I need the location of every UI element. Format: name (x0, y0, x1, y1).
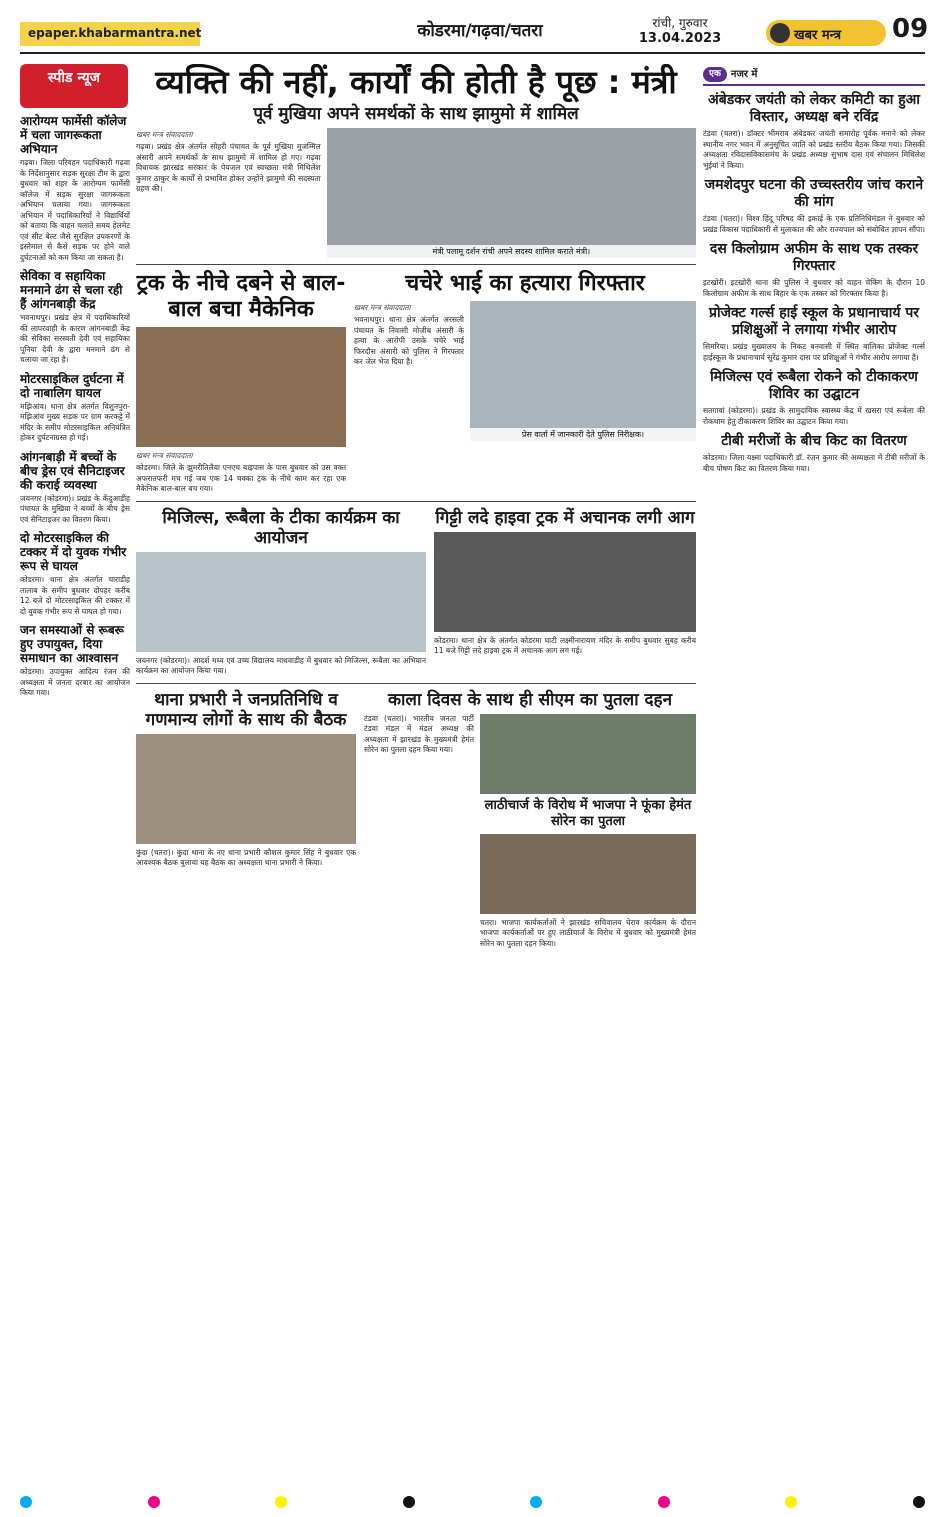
left-item (20, 450, 130, 526)
right-item (703, 241, 925, 299)
left-column (20, 64, 130, 1484)
speed-news-logo: स्पीड न्यूज (20, 64, 128, 108)
tag-title: नजर में (730, 68, 758, 80)
truck-photo (136, 327, 346, 447)
photo-caption: प्रेस वार्ता में जानकारी देते पुलिस निरीक्षक। (470, 428, 696, 441)
city-day: रांची, गुरुवार (652, 16, 708, 30)
right-item (703, 369, 925, 427)
brand-name: खबर मन्त्र (794, 28, 842, 43)
lathi-photo (480, 834, 696, 914)
fire-body: कोडरमा। थाना क्षेत्र के अंतर्गत कोडरमा घाटी लक्ष्मीनारायण मंदिर के समीप बुधवार सुबह करीब 11 बजे गिट्टी लदे हाइवा ट्रक में अचानक आग लग गई। (434, 635, 696, 655)
main-headline: व्यक्ति की नहीं, कार्यों की होती है पूछ : मंत्री (155, 64, 677, 101)
meeting-photo (136, 734, 356, 844)
byline: खबर मन्त्र संवाददाता (354, 303, 411, 312)
left-item-body: गढ़वा। जिला परिवहन पदाधिकारी गढ़वा के निर्देशानुसार सड़क सुरक्षा टीम के द्वारा बुधवार को शहर के आरोग्यम फार्मेसी कॉलेज में सड़क सुरक्षा जागरूकता अभियान चलाया गया। जागरूकता अभियान में पदाधिकारियों ने विद्यार्थियों को बताया कि वाहन चलाते समय हेलमेट एवं सीट बेल्ट जैसे सुरक्षित उपकरणों के इस्तेमाल से कैसे सड़क पर होने वाले दुर्घटनाओं को कम किया जा सकता है। (20, 158, 130, 262)
right-item-body: सिमरिया। प्रखंड मुख्यालय के निकट बनवासी में स्थित बालिका प्रोजेक्ट गर्ल्स हाईस्कूल के प्रधानाचार्य सुरेंद्र कुमार दास पर प्रशिक्षुओं ने गंभीर आरोप लगाया है। (703, 342, 925, 362)
meeting-headline: थाना प्रभारी ने जनप्रतिनिधि व गणमान्य लोगों के साथ की बैठक (145, 689, 347, 730)
left-item (20, 114, 130, 263)
measles-body: जयनगर (कोडरमा)। आदर्श मध्य एवं उच्च विद्यालय माथवाडीह में बुधवार को मिजिल्स, रूबैला का अभियान कार्यक्रम का आयोजन किया गया। (136, 655, 426, 675)
right-item (703, 433, 925, 474)
right-item-body: टंडवा (चतरा)। विश्व हिंदू परिषद की इकाई के एक प्रतिनिधिमंडल ने बुधवार को प्रखंड विकास पदाधिकारी से मुलाकात की और राज्यपाल को संबोधित ज्ञापन सौंपा। (703, 214, 925, 234)
print-registration-marks (20, 1494, 925, 1510)
main-subheadline: पूर्व मुखिया अपने समर्थकों के साथ झामुमो में शामिल (253, 104, 579, 124)
center-column (136, 64, 696, 1484)
right-item (703, 305, 925, 363)
murder-body: भवनाथपुर। थाना क्षेत्र अंतर्गत अरसली पंचायत के निवासी मोजीब अंसारी के हत्या के आरोपी उसके चचेरे भाई फिरदौस अंसारी को पुलिस ने गिरफ्तार कर जेल भेज दिया है। (354, 315, 464, 366)
murder-story (354, 271, 696, 495)
right-item-head: मिजिल्स एवं रूबैला रोकने को टीकाकरण शिविर का उद्घाटन (710, 369, 918, 402)
registration-dot (275, 1496, 287, 1508)
right-item-head: जमशेदपुर घटना की उच्चस्तरीय जांच कराने की मांग (704, 177, 924, 210)
divider (136, 264, 696, 265)
byline: खबर मन्त्र संवाददाता (136, 451, 193, 460)
right-item (703, 92, 925, 171)
lathi-body: चतरा। भाजपा कार्यकर्ताओं ने झारखंड सचिवालय घेराव कार्यक्रम के दौरान भाजपा कार्यकर्ताओं पर हुए लाठीचार्ज के विरोध में बुधवार को मुख्यमंत्री हेमंत सोरेन का पुतला दहन किया। (480, 917, 696, 948)
section-title: कोडरमा/गढ़वा/चतरा (417, 21, 543, 41)
effigy-story (364, 690, 696, 950)
right-item (703, 177, 925, 235)
tag-pill: एक (703, 67, 727, 82)
row-four (136, 690, 696, 950)
meeting-story (136, 690, 356, 950)
left-item-head: आरोग्यम फार्मेसी कॉलेज में चला जागरूकता अभियान (20, 114, 127, 156)
left-item (20, 531, 130, 617)
divider (136, 501, 696, 502)
left-item-body: कोडरमा। थाना क्षेत्र अंतर्गत चाराडीह तालाब के समीप बुधवार दोपहर करीब 12 बजे दो मोटरसाइकिल की टक्कर में दो युवक गंभीर रूप से घायल हो गया। (20, 575, 130, 616)
dateline (620, 14, 740, 46)
right-item-head: प्रोजेक्ट गर्ल्स हाई स्कूल के प्रधानाचार्य पर प्रशिक्षुओं ने लगाया गंभीर आरोप (708, 305, 920, 338)
registration-dot (20, 1496, 32, 1508)
left-item-head: आंगनबाड़ी में बच्चों के बीच ड्रेस एवं सैनिटाइजर की कराई व्यवस्था (20, 449, 125, 492)
measles-story (136, 508, 426, 677)
meeting-body: कुंदा (चतरा)। कुंदा थाना के नए थाना प्रभारी कौशल कुमार सिंह ने बुधवार एक आवश्यक बैठक बुलाया यह बैठक का अध्यक्षता थाना प्रभारी ने किया। (136, 847, 356, 867)
right-column (703, 64, 925, 1484)
measles-headline: मिजिल्स, रूबैला के टीका कार्यक्रम का आयोजन (162, 507, 400, 548)
registration-dot (403, 1496, 415, 1508)
lathi-headline: लाठीचार्ज के विरोध में भाजपा ने फूंका हेमंत सोरेन का पुतला (484, 797, 692, 829)
ek-nazar-tag (703, 64, 925, 86)
left-item-head: सेविका व सहायिका मनमाने ढंग से चला रही हैं आंगनबाड़ी केंद्र (20, 269, 123, 311)
main-story-photo (327, 128, 696, 258)
registration-dot (148, 1496, 160, 1508)
left-item-body: भवनाथपुर। प्रखंड क्षेत्र में पदाधिकारियों की लापरवाही के कारण आंगनबाड़ी केंद्र की सेविका सरस्वती देवी एवं सहायिका पूनिया देवी के द्वारा मनमाने ढंग से चलाया जा रहा है। (20, 313, 130, 364)
photo-caption: मंत्री पलामू दर्शन रांची अपने सदस्य शामिल कराते मंत्री। (327, 245, 696, 258)
right-item-head: टीबी मरीजों के बीच किट का वितरण (721, 433, 907, 449)
truck-body: कोडरमा। जिले के झुमरीतिलैया एनएच बाइपास के पास बुधवार को उस वक्त अफरातफरी मच गई जब एक 14 चक्का ट्रक के नीचे काम कर रहा एक मैकेनिक बाल-बाल बच गया। (136, 463, 346, 493)
row-two (136, 271, 696, 495)
left-item (20, 269, 130, 366)
left-item (20, 623, 130, 699)
byline: खबर मन्त्र संवाददाता (136, 130, 193, 139)
truck-headline: ट्रक के नीचे दबने से बाल-बाल बचा मैकेनिक (136, 271, 346, 322)
left-item-body: कोडरमा। उपायुक्त आदित्य रंजन की अध्यक्षता में जनता दरबार का आयोजन किया गया। (20, 667, 130, 697)
fire-story (434, 508, 696, 677)
left-item-body: मझिआंव। थाना क्षेत्र अंतर्गत विशुनपुरा-मझिआंव मुख्य सड़क पर ग्राम करकट्टे में मंदिर के समीप मोटरसाइकिल अनियंत्रित होकर दुर्घटनाग्रस्त हो गई। (20, 401, 130, 442)
masthead (20, 12, 929, 54)
left-item (20, 372, 130, 444)
effigy-photo (480, 714, 696, 794)
measles-photo (136, 552, 426, 652)
registration-dot (658, 1496, 670, 1508)
site-url[interactable]: epaper.khabarmantra.net (20, 22, 200, 46)
effigy-body: टंडवा (चतरा)। भारतीय जनता पार्टी टंडवा मंडल में मंडल अध्यक्ष की अध्यक्षता में झारखंड के मुख्यमंत्री हेमंत सोरेन का पुतला दहन किया गया। (364, 713, 474, 754)
fire-photo (434, 532, 696, 632)
right-item-body: कोडरमा। जिला यक्ष्मा पदाधिकारी डॉ. रंजन कुमार की अध्यक्षता में टीबी मरीजों के बीच पोषण किट का वितरण किया गया। (703, 453, 925, 473)
registration-dot (785, 1496, 797, 1508)
main-story-body: गढ़वा। प्रखंड क्षेत्र अंतर्गत सोहरी पंचायत के पूर्व मुखिया मुजम्मिल अंसारी अपने समर्थकों के साथ झामुमो में शामिल हो गए। गढ़वा विधायक झारखंड सरकार के पेयजल एवं स्वच्छता मंत्री मिथिलेश कुमार ठाकुर के कार्यों से प्रभावित होकर उन्होंने झामुमो की सदस्यता ग्रहण की। (136, 142, 321, 193)
left-item-head: मोटरसाइकिल दुर्घटना में दो नाबालिग घायल (20, 371, 124, 400)
right-item-body: टंडवा (चतरा)। डॉक्टर भीमराव अंबेडकर जयंती समारोह पूर्वक मनाने को लेकर स्थानीय नगर भवन में अनुसूचित जाति को प्रखंड स्तरीय बैठक किया गया। जिसकी अध्यक्षता रविदासविकासमंच के प्रखंड अध्यक्ष सुभाष दास एवं संचालन मिथिलेश भुईयां ने किया। (703, 129, 925, 170)
divider (136, 683, 696, 684)
left-item-head: दो मोटरसाइकिल की टक्कर में दो युवक गंभीर रूप से घायल (20, 531, 127, 573)
row-three (136, 508, 696, 677)
right-item-head: दस किलोग्राम अफीम के साथ एक तस्कर गिरफ्तार (709, 241, 919, 274)
right-item-head: अंबेडकर जयंती को लेकर कमिटी का हुआ विस्तार, अध्यक्ष बने रविंद्र (708, 92, 920, 125)
registration-dot (530, 1496, 542, 1508)
issue-date: 13.04.2023 (638, 31, 722, 46)
fire-headline: गिट्टी लदे हाइवा ट्रक में अचानक लगी आग (435, 507, 695, 528)
brand-icon (770, 23, 790, 43)
truck-story (136, 271, 346, 495)
registration-dot (913, 1496, 925, 1508)
murder-photo (470, 301, 696, 441)
left-item-body: जयनगर (कोडरमा)। प्रखंड के केंदुआडीह पंचायत के मुखिया ने बच्चों के बीच ड्रेस एवं सैनिटाइजर का वितरण किया। (20, 493, 130, 524)
effigy-headline: काला दिवस के साथ ही सीएम का पुतला दहन (387, 689, 673, 710)
right-item-body: इटखोरी। इटखोरी थाना की पुलिस ने बुधवार को वाहन चेकिंग के दौरान 10 किलोग्राम अफीम के साथ बिहार के एक तस्कर को गिरफ्तार किया है। (703, 278, 925, 298)
right-item-body: सतगावां (कोडरमा)। प्रखंड के सामुदायिक स्वास्थ्य केंद्र में खसरा एवं रूबेला की रोकथाम हेतु टीकाकरण शिविर का उद्घाटन किया गया। (703, 406, 925, 426)
brand-logo (766, 20, 886, 46)
main-story (136, 128, 696, 258)
left-item-head: जन समस्याओं से रूबरू हुए उपायुक्त, दिया समाधान का आश्वासन (20, 623, 124, 665)
page-number: 09 (892, 14, 929, 44)
murder-headline: चचेरे भाई का हत्यारा गिरफ्तार (405, 271, 645, 296)
